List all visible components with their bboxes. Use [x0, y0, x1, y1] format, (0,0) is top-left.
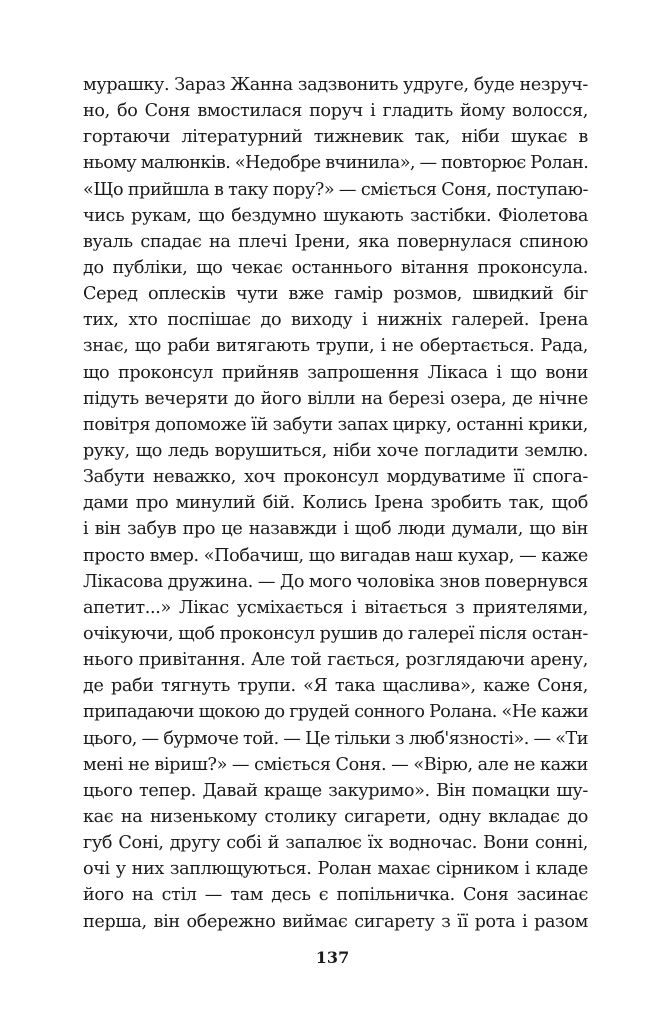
text-line: і він забув про це назавжди і щоб люди думали, що він: [83, 519, 588, 540]
text-line: очікуючи, щоб проконсул рушив до галереї після остан-: [83, 623, 588, 644]
text-line: гортаючи літературний тижневик так, ніби шукає в: [83, 127, 588, 148]
text-line: руку, що ледь ворушиться, ніби хоче погладити землю.: [83, 440, 588, 461]
text-line: ньому малюнків. «Недобре вчинила», — повторює Ролан.: [83, 153, 589, 174]
text-line: кає на низенькому столику сигарети, одну вкладає до: [83, 806, 588, 827]
text-line: до публіки, що чекає останнього вітання проконсула.: [83, 257, 588, 278]
text-line: де раби тягнуть трупи. «Я така щаслива», каже Соня,: [83, 676, 588, 697]
text-line: Серед оплесків чути вже гамір розмов, швидкий біг: [83, 284, 588, 305]
text-line: повітря допоможе їй забути запах цирку, останні крики,: [83, 414, 588, 435]
text-line: мурашку. Зараз Жанна задзвонить удруге, буде незруч-: [83, 75, 588, 95]
text-line: дами про минулий бій. Колись Ірена зробить так, щоб: [83, 493, 588, 514]
text-line: очі у них заплющуються. Ролан махає сірником і кладе: [83, 859, 588, 880]
text-line: його на стіл — там десь є попільничка. Соня засинає: [83, 885, 588, 906]
page-number: 137: [315, 948, 350, 967]
text-line: цього тепер. Давай краще закуримо». Він помацки шу-: [83, 780, 588, 801]
text-line: Забути неважко, хоч проконсул мордуватиме її спога-: [83, 467, 588, 488]
text-line: що проконсул прийняв запрошення Лікаса і що вони: [83, 362, 588, 383]
text-line: мені не віриш?» — сміється Соня. — «Вірю, але не кажи: [83, 754, 588, 775]
text-line: чись рукам, що бездумно шукають застібки. Фіолетова: [83, 205, 588, 226]
body-text: [83, 72, 588, 935]
text-line: нього привітання. Але той гається, розглядаючи арену,: [83, 650, 588, 671]
text-line: підуть вечеряти до його вілли на березі озера, де нічне: [83, 388, 588, 409]
text-line: знає, що раби витягають трупи, і не обертається. Рада,: [83, 336, 588, 357]
text-line: но, бо Соня вмостилася поруч і гладить йому волосся,: [83, 101, 588, 122]
text-line: тих, хто поспішає до виходу і нижніх галерей. Ірена: [83, 310, 588, 331]
text-line: просто вмер. «Побачиш, що вигадав наш кухар, — каже: [83, 545, 588, 566]
text-line: апетит...» Лікас усміхається і вітається з приятелями,: [83, 597, 588, 618]
text-line: Лікасова дружина. — До мого чоловіка знов повернувся: [83, 571, 588, 592]
text-line: перша, він обережно виймає сигарету з її рота і разом: [83, 911, 588, 932]
text-line: губ Соні, другу собі й запалює їх водночас. Вони сонні,: [83, 833, 588, 854]
text-line: «Що прийшла в таку пору?» — сміється Соня, поступаю-: [83, 179, 588, 200]
text-line: цього, — бурмоче той. — Це тільки з люб'язності». — «Ти: [83, 728, 588, 749]
text-line: припадаючи щокою до грудей сонного Ролана. «Не кажи: [83, 702, 588, 723]
text-line: вуаль спадає на плечі Ірени, яка повернулася спиною: [83, 231, 588, 252]
